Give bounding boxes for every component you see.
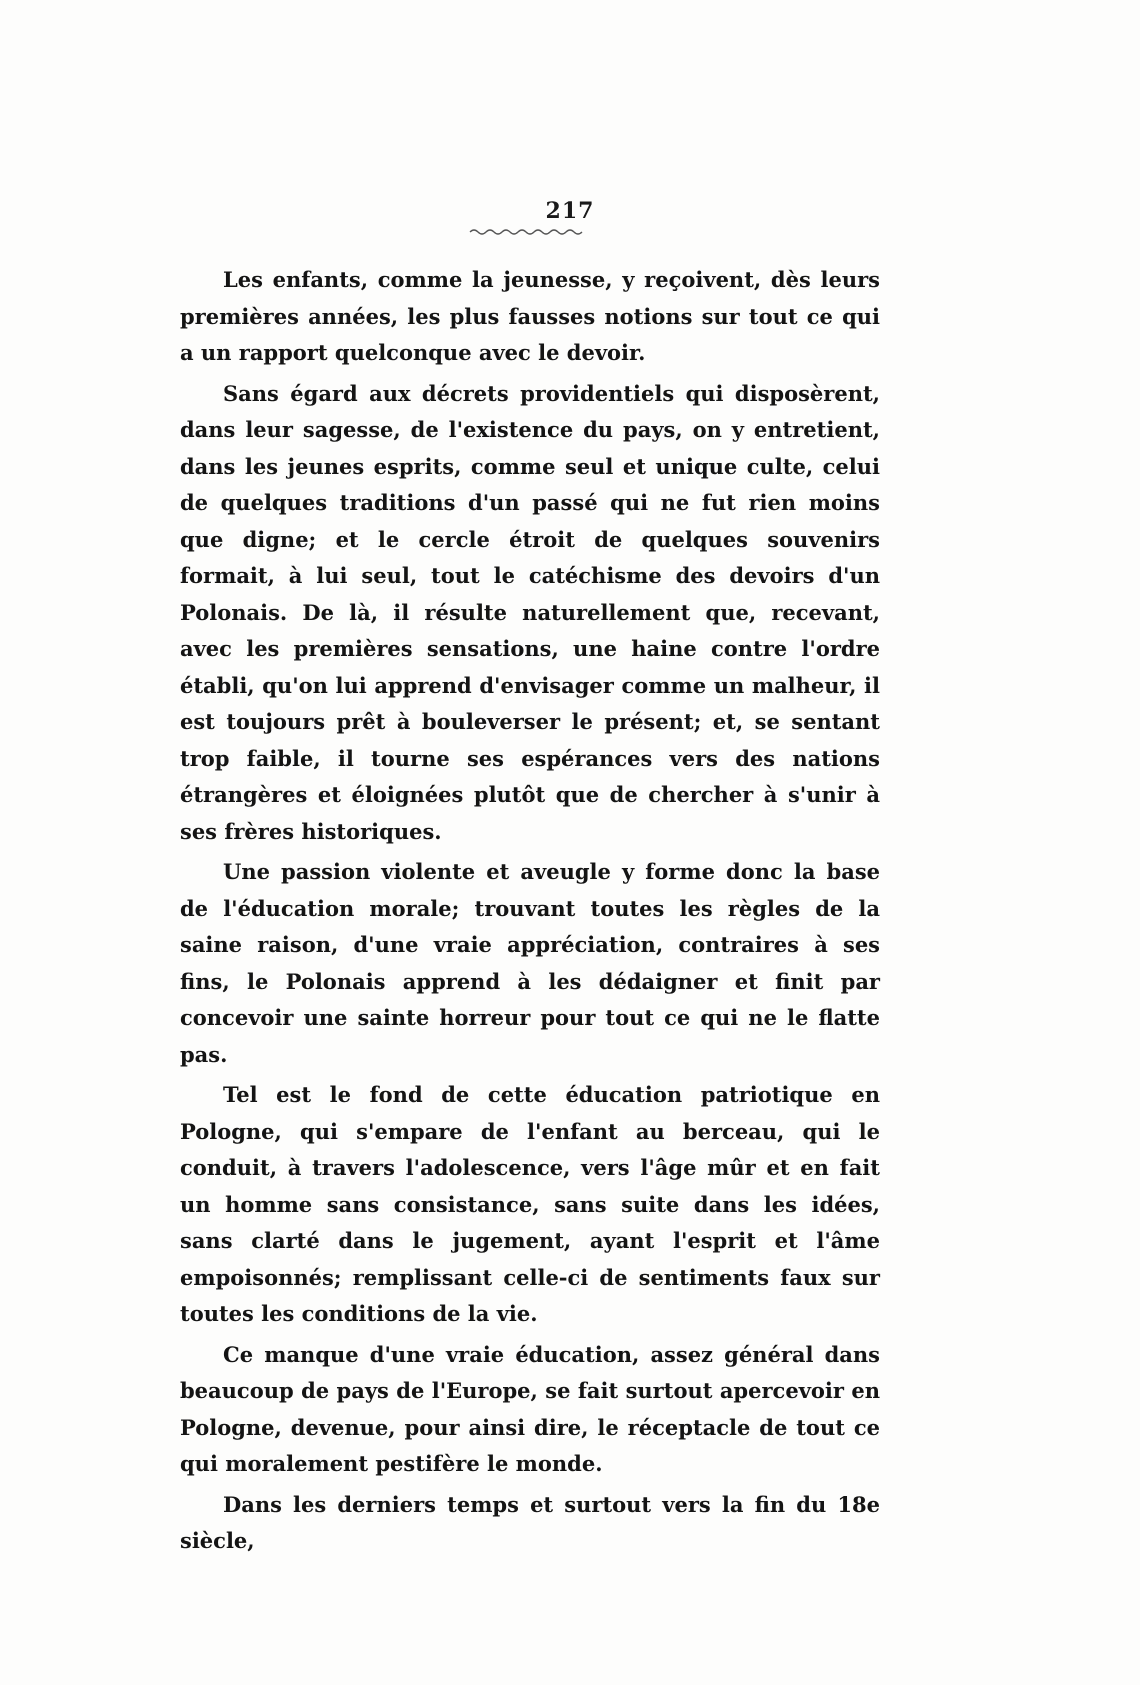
paragraph: Ce manque d'une vraie éducation, assez général dans beaucoup de pays de l'Europe, se fait surtout apercevoir en Pologne, devenue, pour ainsi dire, le réceptacle de tout ce qui moralement pestifère le monde. — [180, 1341, 880, 1476]
page-number: 217 — [545, 198, 595, 224]
page-number-ornament — [468, 226, 588, 236]
paragraph: Une passion violente et aveugle y forme donc la base de l'éducation morale; trouvant toutes les règles de la saine raison, d'une vraie appréciation, contraires à ses fins, le Polonais apprend à les dédaigner et finit par concevoir une sainte horreur pour tout ce qui ne le flatte pas. — [180, 859, 880, 1067]
paragraph: Tel est le fond de cette éducation patriotique en Pologne, qui s'empare de l'enfant au berceau, qui le conduit, à travers l'adolescence, vers l'âge mûr et en fait un homme sans consistance, sans suite dans les idées, sans clarté dans le jugement, ayant l'esprit et l'âme empoisonnés; remplissant celle-ci de sentiments faux sur toutes les conditions de la vie. — [180, 1082, 880, 1326]
paragraph: Sans égard aux décrets providentiels qui disposèrent, dans leur sagesse, de l'existence du pays, on y entretient, dans les jeunes esprits, comme seul et unique culte, celui de quelques traditions d'un passé qui ne fut rien moins que digne; et le cercle étroit de quelques souvenirs formait, à lui seul, tout le catéchisme des devoirs d'un Polonais. De là, il résulte naturellement que, recevant, avec les premières sensations, une haine contre l'ordre établi, qu'on lui apprend d'envisager comme un malheur, il est toujours prêt à bouleverser le présent; et, se sentant trop faible, il tourne ses espérances vers des nations étrangères et éloignées plutôt que de chercher à s'unir à ses frères historiques. — [180, 380, 880, 844]
body-text — [180, 262, 880, 1564]
paragraph: Dans les derniers temps et surtout vers la fin du 18e siècle, — [180, 1491, 880, 1553]
paragraph: Les enfants, comme la jeunesse, y reçoivent, dès leurs premières années, les plus fausses notions sur tout ce qui a un rapport quelconque avec le devoir. — [180, 267, 880, 365]
